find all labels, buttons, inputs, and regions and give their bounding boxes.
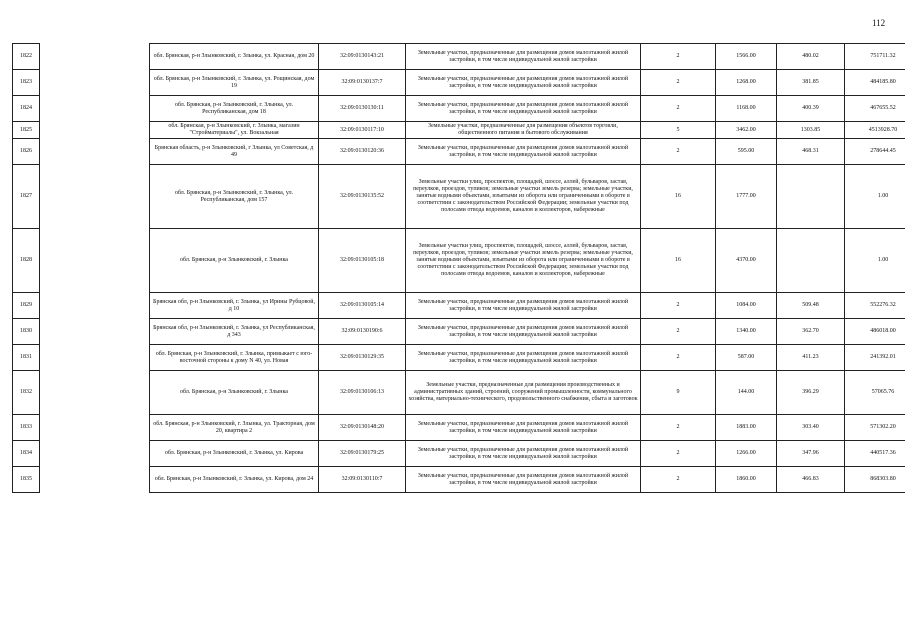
table-row (13, 345, 40, 371)
land-use-cell: Земельные участки, предназначенные для размещения домов малоэтажной жилой застройки, в том числе индивидуальной жилой застройки (406, 44, 641, 70)
use-group-cell: 2 (641, 345, 716, 371)
cadastral-number-cell: 32:09:0130117:10 (319, 122, 406, 139)
table-row (150, 122, 905, 139)
use-group-cell: 2 (641, 293, 716, 319)
address-cell: обл. Брянская, р-н Злынковский, г. Злынка, ул. Республиканская, дом 157 (150, 165, 319, 229)
area-cell: 1340.00 (716, 319, 777, 345)
land-use-cell: Земельные участки, предназначенные для размещения домов малоэтажной жилой застройки, в том числе индивидуальной жилой застройки (406, 96, 641, 122)
table-row (13, 467, 40, 493)
row-number: 1831 (13, 345, 40, 371)
row-number-column (12, 43, 40, 493)
cadastral-number-cell: 32:09:0130120:36 (319, 139, 406, 165)
area-cell: 1860.00 (716, 467, 777, 493)
table-row (150, 44, 905, 70)
specific-value-cell: 303.40 (777, 415, 845, 441)
table-row (13, 371, 40, 415)
table-row (150, 319, 905, 345)
land-use-cell: Земельные участки, предназначенные для размещения домов малоэтажной жилой застройки, в том числе индивидуальной жилой застройки (406, 467, 641, 493)
specific-value-cell: 396.29 (777, 371, 845, 415)
table-row (13, 165, 40, 229)
use-group-cell: 2 (641, 139, 716, 165)
cadastral-number-cell: 32:09:0130110:7 (319, 467, 406, 493)
address-cell: Брянская область, р-н Злынковский, г Злынка, ул Советская, д 49 (150, 139, 319, 165)
specific-value-cell: 347.96 (777, 441, 845, 467)
row-number: 1825 (13, 122, 40, 139)
specific-value-cell (777, 229, 845, 293)
address-cell: обл. Брянская, р-н Злынковский, г. Злынка, примыкает с юго-восточной стороны к дому N 40, ул. Новая (150, 345, 319, 371)
cadastral-value-cell: 751711.32 (845, 44, 905, 70)
specific-value-cell: 381.85 (777, 70, 845, 96)
use-group-cell: 2 (641, 467, 716, 493)
area-cell: 1777.00 (716, 165, 777, 229)
cadastral-number-cell: 32:09:0130105:14 (319, 293, 406, 319)
land-use-cell: Земельные участки, предназначенные для размещения домов малоэтажной жилой застройки, в том числе индивидуальной жилой застройки (406, 345, 641, 371)
area-cell: 4370.00 (716, 229, 777, 293)
cadastral-number-cell: 32:09:0130148:20 (319, 415, 406, 441)
row-number: 1830 (13, 319, 40, 345)
cadastral-value-cell: 467655.52 (845, 96, 905, 122)
address-cell: обл. Брянская, р-н Злынковский, г. Злынка, ул. Красная, дом 20 (150, 44, 319, 70)
row-number: 1833 (13, 415, 40, 441)
land-use-cell: Земельные участки, предназначенные для размещения домов малоэтажной жилой застройки, в том числе индивидуальной жилой застройки (406, 319, 641, 345)
table-row (150, 165, 905, 229)
land-plots-table (149, 43, 905, 493)
area-cell: 1883.00 (716, 415, 777, 441)
specific-value-cell: 400.39 (777, 96, 845, 122)
use-group-cell: 16 (641, 165, 716, 229)
specific-value-cell (777, 165, 845, 229)
use-group-cell: 2 (641, 96, 716, 122)
area-cell: 1168.00 (716, 96, 777, 122)
address-cell: обл. Брянская, р-н Злынковский, г. Злынка, магазин "Стройматериалы", ул. Вокзальная (150, 122, 319, 139)
cadastral-number-cell: 32:09:0130130:11 (319, 96, 406, 122)
specific-value-cell: 411.23 (777, 345, 845, 371)
table-row (150, 345, 905, 371)
use-group-cell: 2 (641, 415, 716, 441)
use-group-cell: 2 (641, 70, 716, 96)
specific-value-cell: 480.02 (777, 44, 845, 70)
cadastral-value-cell: 552276.32 (845, 293, 905, 319)
row-number: 1829 (13, 293, 40, 319)
table-row (13, 293, 40, 319)
cadastral-number-cell: 32:09:0130179:25 (319, 441, 406, 467)
cadastral-value-cell: 484185.80 (845, 70, 905, 96)
address-cell: обл. Брянская, р-н Злынковский, г. Злынка, ул. Кирова, дом 24 (150, 467, 319, 493)
address-cell: Брянская обл, р-н Злынковский, г. Злынка, ул Ирины Рубцовой, д 10 (150, 293, 319, 319)
table-row (150, 467, 905, 493)
table-row (13, 122, 40, 139)
row-number: 1832 (13, 371, 40, 415)
cadastral-number-cell: 32:09:0130137:7 (319, 70, 406, 96)
land-use-cell: Земельные участки, предназначенные для размещения домов малоэтажной жилой застройки, в том числе индивидуальной жилой застройки (406, 139, 641, 165)
cadastral-value-cell: 1.00 (845, 229, 905, 293)
page-number: 112 (872, 18, 886, 28)
address-cell: обл. Брянская, р-н Злынковский, г. Злынка, ул. Кирова (150, 441, 319, 467)
cadastral-number-cell: 32:09:0130190:6 (319, 319, 406, 345)
land-use-cell: Земельные участки улиц, проспектов, площадей, шоссе, аллей, бульваров, застав, переулков, проездов, тупиков; земельные участки земель резерва; земельные участки, занятые водными объектами, изъятыми из оборота или ограниченными в обороте в соответствии с законодательством Российской Федерации; земельные участки под полосами отвода водоемов, каналов и коллекторов, набережные (406, 229, 641, 293)
cadastral-value-cell: 241392.01 (845, 345, 905, 371)
specific-value-cell: 466.83 (777, 467, 845, 493)
area-cell: 144.00 (716, 371, 777, 415)
area-cell: 587.00 (716, 345, 777, 371)
cadastral-number-cell: 32:09:0130143:21 (319, 44, 406, 70)
cadastral-value-cell: 868303.80 (845, 467, 905, 493)
row-number: 1827 (13, 165, 40, 229)
land-use-cell: Земельные участки, предназначенные для размещения домов малоэтажной жилой застройки, в том числе индивидуальной жилой застройки (406, 441, 641, 467)
table-row (150, 229, 905, 293)
table-row (13, 96, 40, 122)
address-cell: обл. Брянская, р-н Злынковский, г. Злынка (150, 371, 319, 415)
cadastral-value-cell: 4513928.70 (845, 122, 905, 139)
use-group-cell: 2 (641, 441, 716, 467)
specific-value-cell: 1303.85 (777, 122, 845, 139)
table-row (13, 44, 40, 70)
table-row (13, 70, 40, 96)
land-use-cell: Земельные участки, предназначенные для размещения производственных и административных зданий, строений, сооружений промышленности, коммунального хозяйства, материально-технического, продовольственного снабжения, сбыта и заготовок (406, 371, 641, 415)
use-group-cell: 16 (641, 229, 716, 293)
use-group-cell: 2 (641, 44, 716, 70)
cadastral-number-cell: 32:09:0130135:52 (319, 165, 406, 229)
address-cell: обл. Брянская, р-н Злынковский, г. Злынка (150, 229, 319, 293)
land-use-cell: Земельные участки, предназначенные для размещения домов малоэтажной жилой застройки, в том числе индивидуальной жилой застройки (406, 70, 641, 96)
cadastral-value-cell: 486018.00 (845, 319, 905, 345)
table-row (150, 139, 905, 165)
cadastral-number-cell: 32:09:0130105:18 (319, 229, 406, 293)
cadastral-number-cell: 32:09:0130129:35 (319, 345, 406, 371)
area-cell: 1266.00 (716, 441, 777, 467)
table-row (150, 371, 905, 415)
table-row (13, 139, 40, 165)
table-row (150, 293, 905, 319)
table-row (150, 70, 905, 96)
area-cell: 3462.00 (716, 122, 777, 139)
use-group-cell: 5 (641, 122, 716, 139)
specific-value-cell: 362.70 (777, 319, 845, 345)
cadastral-value-cell: 440517.36 (845, 441, 905, 467)
area-cell: 1566.00 (716, 44, 777, 70)
cadastral-value-cell: 278644.45 (845, 139, 905, 165)
row-number: 1826 (13, 139, 40, 165)
table-row (13, 415, 40, 441)
land-use-cell: Земельные участки, предназначенные для размещения объектов торговли, общественного питания и бытового обслуживания (406, 122, 641, 139)
land-use-cell: Земельные участки улиц, проспектов, площадей, шоссе, аллей, бульваров, застав, переулков, проездов, тупиков; земельные участки земель резерва; земельные участки, занятые водными объектами, изъятыми из оборота или ограниченными в обороте в соответствии с законодательством Российской Федерации; земельные участки под полосами отвода водоемов, каналов и коллекторов, набережные (406, 165, 641, 229)
address-cell: Брянская обл, р-н Злынковский, г. Злынка, ул Республиканская, д 343 (150, 319, 319, 345)
area-cell: 1084.00 (716, 293, 777, 319)
area-cell: 1268.00 (716, 70, 777, 96)
table-row (13, 441, 40, 467)
row-number: 1828 (13, 229, 40, 293)
use-group-cell: 2 (641, 319, 716, 345)
address-cell: обл. Брянская, р-н Злынковский, г. Злынка, ул. Рощинская, дом 19 (150, 70, 319, 96)
table-row (13, 319, 40, 345)
table-row (150, 96, 905, 122)
specific-value-cell: 509.48 (777, 293, 845, 319)
cadastral-value-cell: 1.00 (845, 165, 905, 229)
row-number: 1823 (13, 70, 40, 96)
row-number: 1824 (13, 96, 40, 122)
table-row (13, 229, 40, 293)
cadastral-value-cell: 571302.20 (845, 415, 905, 441)
row-number: 1834 (13, 441, 40, 467)
table-row (150, 441, 905, 467)
row-number: 1835 (13, 467, 40, 493)
table-row (150, 415, 905, 441)
cadastral-number-cell: 32:09:0130106:13 (319, 371, 406, 415)
address-cell: обл. Брянская, р-н Злынковский, г. Злынка, ул. Республиканская, дом 18 (150, 96, 319, 122)
address-cell: обл. Брянская, р-н Злынковский, г. Злынка, ул. Тракторная, дом 20, квартира 2 (150, 415, 319, 441)
land-use-cell: Земельные участки, предназначенные для размещения домов малоэтажной жилой застройки, в том числе индивидуальной жилой застройки (406, 415, 641, 441)
row-number: 1822 (13, 44, 40, 70)
specific-value-cell: 468.31 (777, 139, 845, 165)
use-group-cell: 9 (641, 371, 716, 415)
cadastral-value-cell: 57065.76 (845, 371, 905, 415)
area-cell: 595.00 (716, 139, 777, 165)
land-use-cell: Земельные участки, предназначенные для размещения домов малоэтажной жилой застройки, в том числе индивидуальной жилой застройки (406, 293, 641, 319)
